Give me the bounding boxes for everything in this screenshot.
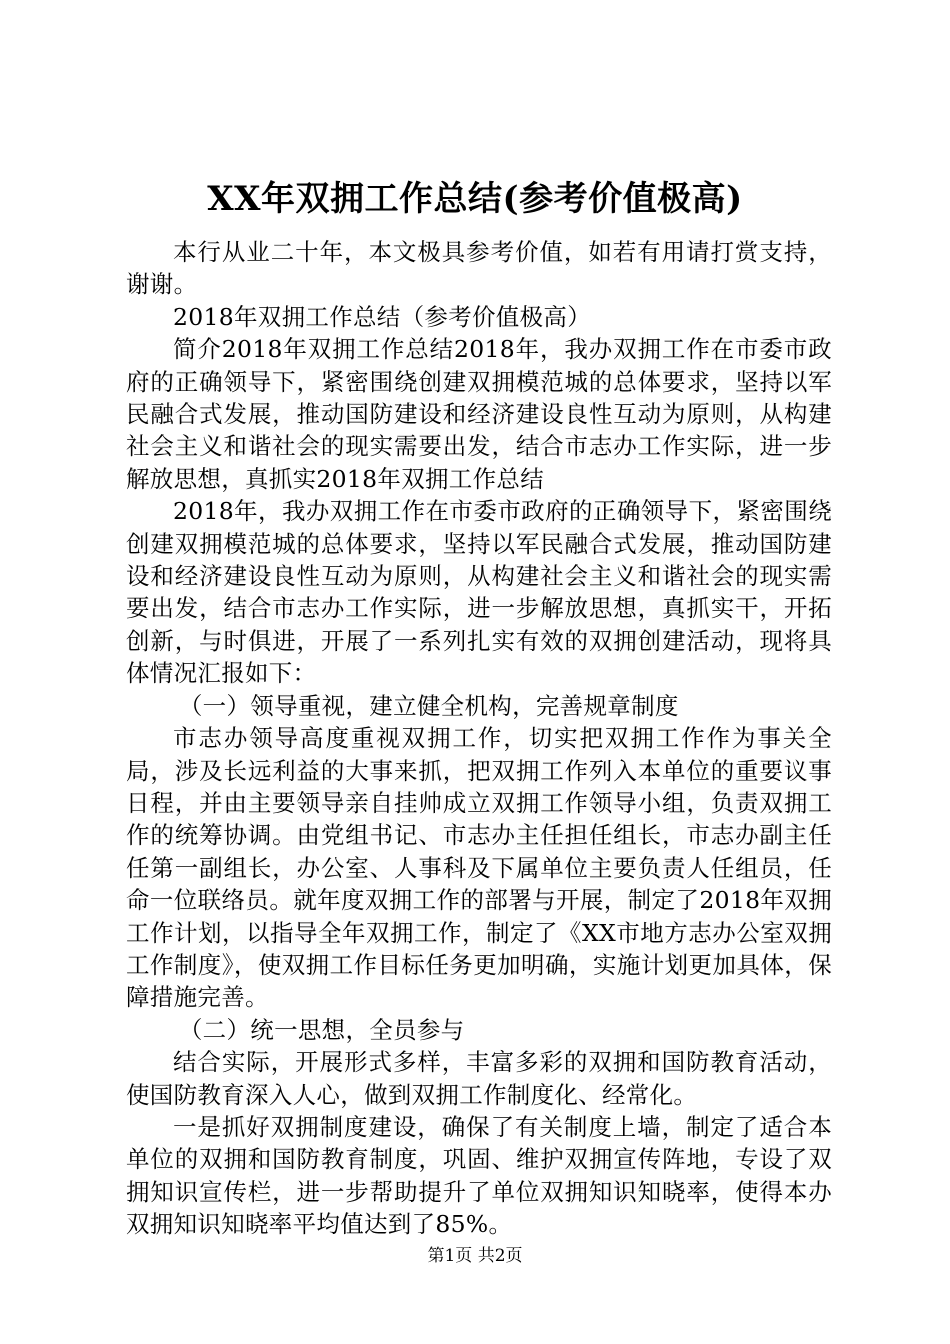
paragraph-summary: 简介2018年双拥工作总结2018年，我办双拥工作在市委市政府的正确领导下，紧密围绕创建双拥模范城的总体要求，坚持以军民融合式发展，推动国防建设和经济建设良性互动为原则，从构建社会主义和谐社会的现实需要出发，结合市志办工作实际，进一步解放思想，真抓实2018年双拥工作总结 [126, 335, 832, 493]
paragraph-section-1: 市志办领导高度重视双拥工作，切实把双拥工作作为事关全局，涉及长远利益的大事来抓，把双拥工作列入本单位的重要议事日程，并由主要领导亲自挂帅成立双拥工作领导小组，负责双拥工作的统筹协调。由党组书记、市志办主任担任组长，市志办副主任任第一副组长，办公室、人事科及下属单位主要负责人任组员，任命一位联络员。就年度双拥工作的部署与开展，制定了2018年双拥工作计划，以指导全年双拥工作，制定了《XX市地方志办公室双拥工作制度》，使双拥工作目标任务更加明确，实施计划更加具体，保障措施完善。 [126, 724, 832, 1012]
paragraph-overview: 2018年，我办双拥工作在市委市政府的正确领导下，紧密围绕创建双拥模范城的总体要求，坚持以军民融合式发展，推动国防建设和经济建设良性互动为原则，从构建社会主义和谐社会的现实需要出发，结合市志办工作实际，进一步解放思想，真抓实干，开拓创新，与时俱进，开展了一系列扎实有效的双拥创建活动，现将具体情况汇报如下： [126, 497, 832, 688]
section-heading-2: （二）统一思想，全员参与 [178, 1015, 465, 1044]
document-body [126, 236, 832, 1241]
paragraph-item-1: 一是抓好双拥制度建设，确保了有关制度上墙，制定了适合本单位的双拥和国防教育制度，巩固、维护双拥宣传阵地，专设了双拥知识宣传栏，进一步帮助提升了单位双拥知识知晓率，使得本办双拥知识知晓率平均值达到了85%。 [126, 1112, 832, 1239]
document-title: XX年双拥工作总结(参考价值极高) [207, 179, 743, 219]
paragraph-intro-note: 本行从业二十年，本文极具参考价值，如若有用请打赏支持，谢谢。 [126, 238, 832, 299]
page-number-footer: 第1页 共2页 [427, 1246, 523, 1266]
section-heading-1: （一）领导重视，建立健全机构，完善规章制度 [178, 691, 679, 720]
paragraph-section-2: 结合实际，开展形式多样，丰富多彩的双拥和国防教育活动，使国防教育深入人心，做到双拥工作制度化、经常化。 [126, 1048, 832, 1109]
paragraph-subtitle: 2018年双拥工作总结（参考价值极高） [173, 302, 592, 331]
